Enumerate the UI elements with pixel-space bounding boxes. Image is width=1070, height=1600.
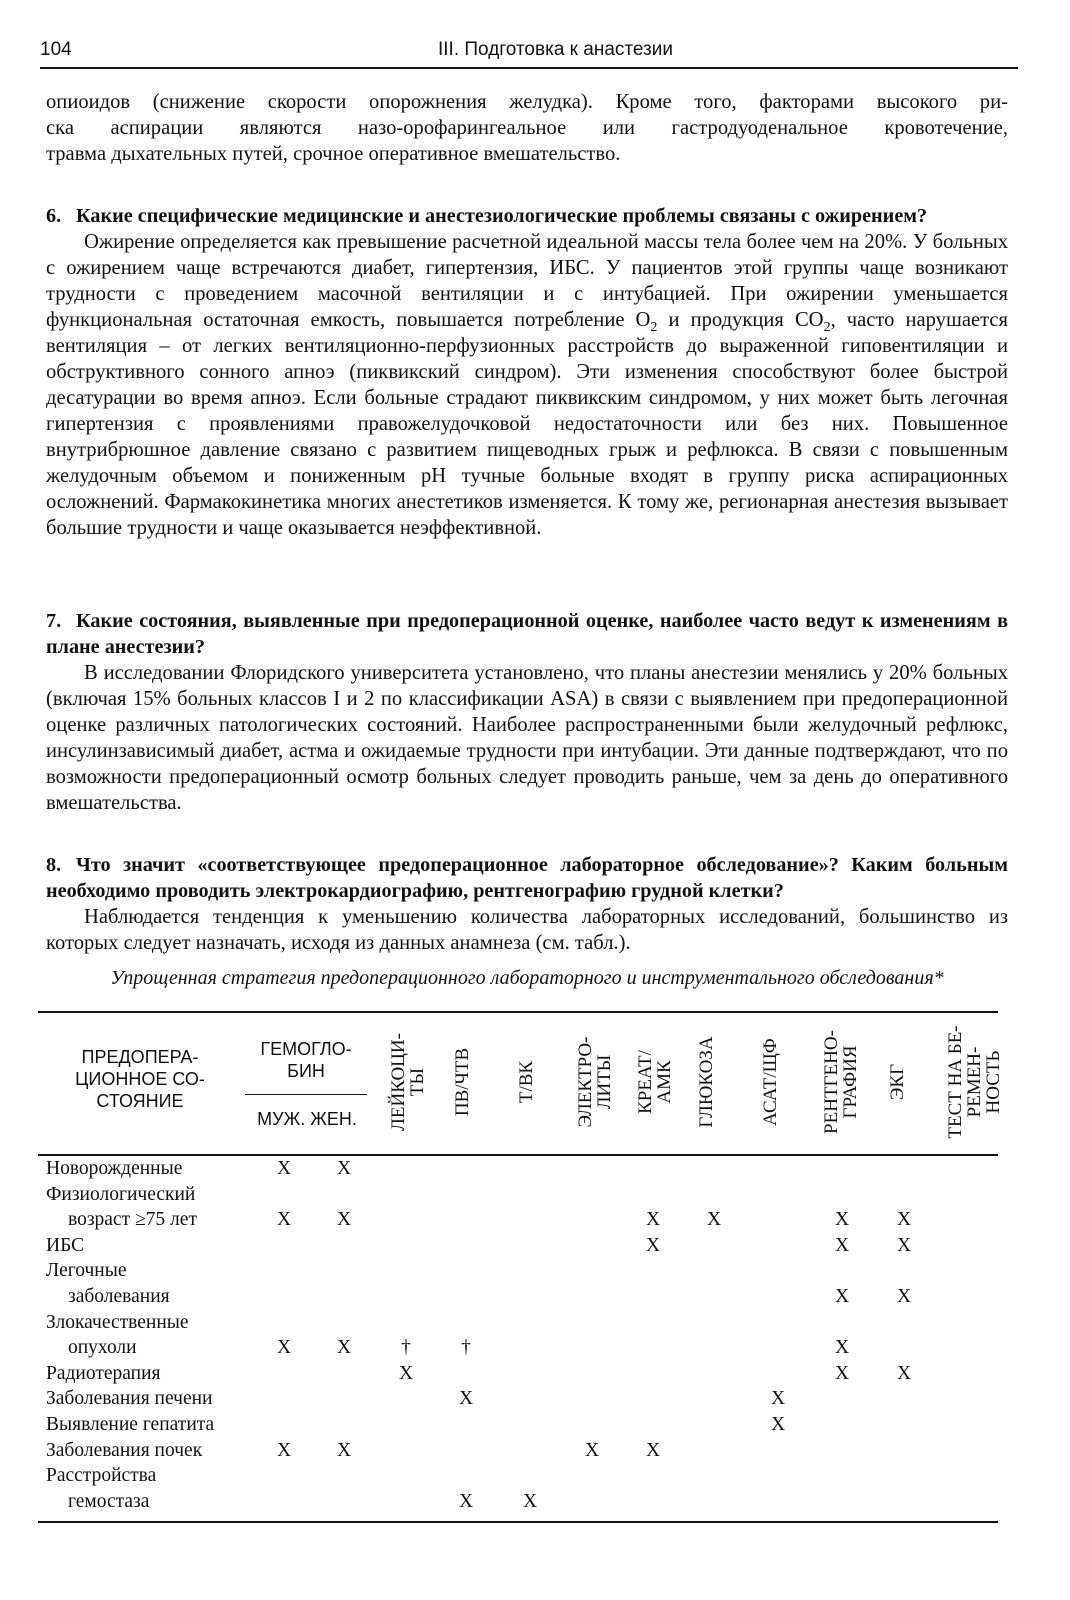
intro-line-1: опиоидов (снижение скорости опорожнения желудка). Кроме того, факторами высокого ри- xyxy=(46,91,1008,113)
column-header-5-line-2: АМК xyxy=(654,1060,675,1104)
o2-symbol: О xyxy=(635,309,651,331)
cell-mark: X xyxy=(834,1285,850,1307)
table-row xyxy=(46,1260,998,1286)
q7-heading xyxy=(46,608,1008,660)
cell-mark: X xyxy=(896,1209,912,1231)
header-hemoglobin-sex: МУЖ. ЖЕН. xyxy=(257,1109,357,1129)
column-header-2-line-1: ПВ/ЧТВ xyxy=(452,1047,473,1117)
column-header-4-line-2: ЛИТЫ xyxy=(594,1054,615,1110)
cell-mark: † xyxy=(401,1337,411,1359)
cell-mark: X xyxy=(458,1490,474,1512)
column-header-1-line-2: ТЫ xyxy=(407,1067,428,1097)
cell-mark: X xyxy=(770,1388,786,1410)
table-bottom-rule xyxy=(38,1521,998,1523)
column-header-10-line-1: ТЕСТ НА БЕ- xyxy=(945,1025,966,1139)
table-row xyxy=(46,1465,998,1491)
co2-subscript: 2 xyxy=(823,320,831,336)
cell-mark: X xyxy=(584,1439,600,1461)
table-row xyxy=(46,1414,998,1440)
cell-mark: X xyxy=(276,1337,292,1359)
q7-title: Какие состояния, выявленные при предоперационной оценке, наиболее часто ведут к изменениям в плане анестезии? xyxy=(46,610,1008,658)
cell-mark: X xyxy=(834,1209,850,1231)
q6-body xyxy=(46,229,1008,541)
row-label: Расстройства xyxy=(46,1465,157,1487)
q6-heading xyxy=(46,203,1008,229)
q7-number: 7. xyxy=(46,610,62,632)
cell-mark: X xyxy=(336,1209,352,1231)
running-header xyxy=(40,36,1018,68)
cell-mark: † xyxy=(461,1337,471,1359)
cell-mark: X xyxy=(896,1362,912,1384)
row-label: Злокачественные xyxy=(46,1311,189,1333)
row-label: Физиологический xyxy=(46,1183,196,1205)
q6-body-part2: , часто нарушается вентиляция – от легких вентиляционно-перфузионных расстройств до выраженной гиповентиляции и обструктивного сонного апноэ (пиквикский синдром). Эти изменения способствуют более быстрой десатурации во время апноэ. Если больные страдают пиквикским синдромом, у них может быть легочная гипертензия с проявлениями правожелудочковой недостаточности или без них. Повышенное внутрибрюшное давление связано с развитием пищеводных грыж и рефлюкса. В связи с повышенным желудочным объемом и пониженным pH тучные больные входят в группу риска аспирационных осложнений. Фармакокинетика многих анестетиков изменяется. К тому же, регионарная анестезия вызывает большие трудности и чаще оказывается неэффективной. xyxy=(46,309,1008,539)
row-label: ИБС xyxy=(46,1234,85,1256)
header-hemoglobin-line-1: ГЕМОГЛО- xyxy=(260,1039,352,1059)
table-row xyxy=(46,1363,998,1389)
column-header-4-line-1: ЭЛЕКТРО- xyxy=(575,1036,596,1128)
q6-body-part1: Ожирение определяется как превышение расчетной идеальной массы тела более чем на 20%. У больных с ожирением чаще встречаются диабет, гипертензия, ИБС. У пациентов этой группы чаще возникают трудности с проведением масочной вентиляции и с интубацией. При ожирении уменьшается функциональная остаточная емкость, повышается потребление xyxy=(46,231,1008,331)
q8-title: Что значит «соответствующее предоперационное лабораторное обследование»? Каким больным необходимо проводить электрокардиографию, рентгенографию грудной клетки? xyxy=(46,854,1008,902)
cell-mark: X xyxy=(276,1439,292,1461)
row-label: заболевания xyxy=(68,1285,170,1307)
row-label: Легочные xyxy=(46,1260,127,1282)
page-number: 104 xyxy=(40,39,72,60)
header-hemoglobin xyxy=(240,1038,372,1082)
cell-mark: X xyxy=(522,1490,538,1512)
q7-body: В исследовании Флоридского университета установлено, что планы анестезии менялись у 20% больных (включая 15% больных классов I и 2 по классификации ASA) в связи с выявлением при предоперационной оценке различных патологических состояний. Наиболее распространенными были желудочный рефлюкс, инсулинзависимый диабет, астма и ожидаемые трудности при интубации. Эти данные подтверждают, что по возможности предоперационный осмотр больных следует проводить раньше, чем за день до оперативного вмешательства. xyxy=(46,662,1008,814)
column-header-5-line-1: КРЕАТ/ xyxy=(635,1050,656,1114)
row-label: Новорожденные xyxy=(46,1158,183,1179)
column-header-10-line-2: РЕМЕН- xyxy=(964,1046,985,1118)
section-q6 xyxy=(46,203,1008,541)
cell-mark: X xyxy=(645,1439,661,1461)
cell-mark: X xyxy=(336,1158,352,1179)
co2-text: и продукция СО xyxy=(668,309,824,331)
q6-title: Какие специфические медицинские и анестезиологические проблемы связаны с ожирением? xyxy=(76,205,928,227)
column-header-8-line-2: ГРАФИЯ xyxy=(840,1045,861,1119)
section-q7 xyxy=(46,608,1008,816)
table-row xyxy=(46,1388,998,1414)
table-top-rule xyxy=(38,1011,998,1013)
row-label: Радиотерапия xyxy=(46,1362,161,1384)
cell-mark: X xyxy=(896,1285,912,1307)
row-label: возраст ≥75 лет xyxy=(68,1209,197,1231)
cell-mark: X xyxy=(336,1439,352,1461)
header-state-line-2: ЦИОННОЕ СО- xyxy=(75,1069,205,1089)
cell-mark: X xyxy=(645,1209,661,1231)
header-state-line-1: ПРЕДОПЕРА- xyxy=(81,1047,199,1067)
intro-line-3: травма дыхательных путей, срочное оперативное вмешательство. xyxy=(46,143,621,165)
cell-mark: X xyxy=(706,1209,722,1231)
row-label: Заболевания печени xyxy=(46,1388,213,1410)
table-row xyxy=(46,1158,998,1184)
table-row xyxy=(46,1286,998,1312)
intro-paragraph xyxy=(46,89,1008,167)
cell-mark: X xyxy=(645,1234,661,1256)
cell-mark: X xyxy=(770,1413,786,1435)
cell-mark: X xyxy=(398,1362,414,1384)
table-caption: Упрощенная стратегия предоперационного лабораторного и инструментального обследования* xyxy=(110,967,944,989)
cell-mark: X xyxy=(458,1388,474,1410)
intro-line-2: ска аспирации являются назо-орофарингеальное или гастродуоденальное кровотечение, xyxy=(46,117,1008,139)
cell-mark: X xyxy=(834,1362,850,1384)
header-hemoglobin-line-2: БИН xyxy=(287,1061,325,1081)
cell-mark: X xyxy=(834,1337,850,1359)
running-title: III. Подготовка к анастезии xyxy=(438,39,673,60)
header-state xyxy=(52,1046,228,1112)
cell-mark: X xyxy=(276,1158,292,1179)
row-label: Заболевания почек xyxy=(46,1439,203,1461)
table-row xyxy=(46,1184,998,1210)
section-q8 xyxy=(46,852,1008,956)
header-state-line-3: СТОЯНИЕ xyxy=(96,1091,184,1111)
column-header-1-line-1: ЛЕЙКОЦИ- xyxy=(388,1033,409,1131)
hemoglobin-sub-rule xyxy=(245,1094,367,1095)
column-header-6-line-1: ГЛЮКОЗА xyxy=(696,1036,717,1128)
table-row xyxy=(46,1440,998,1466)
q8-number: 8. xyxy=(46,854,62,876)
table-row xyxy=(46,1235,998,1261)
row-label: Выявление гепатита xyxy=(46,1413,215,1435)
cell-mark: X xyxy=(276,1209,292,1231)
column-header-7-line-1: АСАТ/ЩФ xyxy=(760,1038,781,1126)
table-row xyxy=(46,1312,998,1338)
column-header-9-line-1: ЭКГ xyxy=(887,1063,908,1101)
o2-subscript: 2 xyxy=(650,320,658,336)
row-label: опухоли xyxy=(68,1337,137,1359)
q8-body: Наблюдается тенденция к уменьшению количества лабораторных исследований, большинство из которых следует назначать, исходя из данных анамнеза (см. табл.). xyxy=(46,906,1008,954)
table-row xyxy=(46,1491,998,1517)
cell-mark: X xyxy=(896,1234,912,1256)
table-body xyxy=(46,1158,998,1516)
cell-mark: X xyxy=(336,1337,352,1359)
column-header-8-line-1: РЕНТГЕНО- xyxy=(821,1030,842,1134)
column-header-10-line-3: НОСТЬ xyxy=(983,1050,1004,1114)
row-label: гемостаза xyxy=(68,1490,150,1512)
header-rule xyxy=(40,67,1018,69)
table-row xyxy=(46,1337,998,1363)
cell-mark: X xyxy=(834,1234,850,1256)
table-header-rule xyxy=(38,1154,998,1156)
table-row xyxy=(46,1209,998,1235)
q6-number: 6. xyxy=(46,205,62,227)
column-header-3-line-1: Т/ВК xyxy=(516,1060,537,1104)
q8-heading xyxy=(46,852,1008,904)
